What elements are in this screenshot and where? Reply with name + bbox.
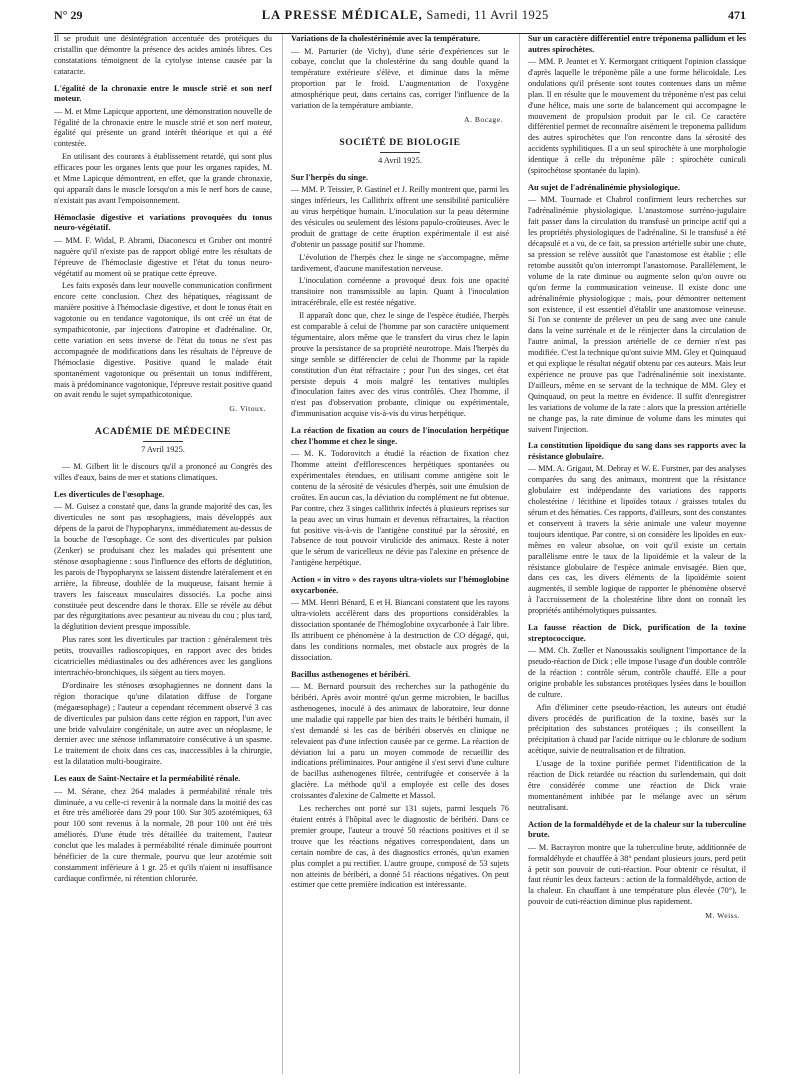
paragraph: Plus rares sont les diverticules par traction : généralement très petits, trouvailles radioscopiques, en rapport avec des brides cicatricielles médiastinales ou des adhérences avec les ganglions intertrachéo-bronchiques, ils siègent au tiers moyen. (54, 635, 272, 677)
article-heading: La réaction de fixation au cours de l'inoculation herpétique chez l'homme et chez le singe. (291, 426, 509, 446)
issue-date: Samedi, 11 Avril 1925 (426, 8, 549, 22)
article-heading: Sur un caractère différentiel entre tréponema pallidum et les autres spirochètes. (528, 34, 746, 54)
paragraph: — MM. Ch. Zœller et Nanoussakis soulignent l'importance de la pseudo-réaction de Dick ; elle impose l'usage d'un double contrôle de la réaction : contrôle sérum, contrôle chauffé. Elle a pour origine probable les substances protéiques lysées dans le bouillon de culture. (528, 646, 746, 699)
journal-title (262, 8, 549, 23)
paragraph: — M. et Mme Lapicque apportent, une démonstration nouvelle de l'égalité de la chronaxie entre le muscle strié et son nerf moteur, égalité qui présente un grand intérêt théorique et qui a été contestée. (54, 106, 272, 149)
paragraph: — MM. P. Teissier, P. Gastinel et J. Reilly montrent que, parmi les singes inférieurs, les Callithrix offrent une sensibilité particulière au virus herpétique humain. L'inoculation sur la peau détermine des vésicules ou seulement des lésions papulo-croûteuses. Avec le produit de grattage de cette éruption expérimentale il est aisé d'obtenir un passage positif sur l'homme. (291, 185, 509, 249)
paragraph: — MM. Tournade et Chabrol confirment leurs recherches sur l'adrénalinémie physiologique. L'anastomose surréno-jugulaire fait passer dans la circulation du transfusé un principe actif qui a les propriétés physiologiques de l'adrénaline. Si le transfusé a été décapsulé et a vu, de ce fait, sa pression artérielle subir une chute, sa pression se relève aussitôt que l'anastomose est établie ; elle retombe aussitôt qu'on interrompt l'anastomose. Parallèlement, le volume de la rate diminue ou augmente selon qu'on ouvre ou qu'on ferme la communication veineuse. Il existe donc une adrénalinémie physiologique ; mais, pour démontrer nettement son existence, il est essentiel d'établir une anastomose veineuse. Si l'on se contente de prélever un peu de sang avec une canule dans la veine surrénale et de le réinjecter dans la circulation de l'autre animal, la pression artérielle de ce dernier n'est pas modifiée. C'est la technique qu'ont suivie MM. Gley et Quinquaud et qui explique le résultat négatif obtenu par ces auteurs. Mais leur expérience ne prouve pas que l'adrénalinémie soit inexistante. D'ailleurs, même en se servant de la technique de MM. Gley et Quinquaud, on peut la mettre en évidence. Il suffit d'enregistrer les variations de volume de la rate : alors que la pression artérielle ne change pas, la rate diminue de volume dans les minutes qui suivent l'injection. (528, 195, 746, 434)
article-heading: La fausse réaction de Dick, purification de la toxine streptococcique. (528, 623, 746, 643)
page-number: 471 (728, 8, 746, 22)
article-heading: Les diverticules de l'œsophage. (54, 489, 165, 499)
author-signature: A. Bocage. (464, 114, 503, 124)
paragraph: — MM. F. Widal, P. Abrami, Diaconescu et Gruber ont montré naguère qu'il n'existe pas de rapport obligé entre les résultats de l'épreuve de l'hémoclasie digestive et l'état du tonus neuro-végétatif au moment où se pratique cette épreuve. (54, 235, 272, 278)
article-heading: La constitution lipoïdique du sang dans ses rapports avec la résistance globulaire. (528, 441, 746, 461)
author-signature: G. Vitoux. (229, 404, 266, 414)
column-2 (282, 34, 509, 1074)
article-heading: Action de la formaldéhyde et de la chaleur sur la tuberculine brute. (528, 819, 746, 840)
section-title: SOCIÉTÉ DE BIOLOGIE (291, 138, 509, 153)
article-heading: Hémoclasie digestive et variations provoquées du tonus neuro-végétatif. (54, 212, 272, 233)
page-header (54, 8, 746, 34)
article-heading: Sur l'herpès du singe. (291, 172, 369, 182)
article-heading: Bacillus asthenogenes et béribéri. (291, 669, 411, 679)
article-heading: L'égalité de la chronaxie entre le muscle strié et son nerf moteur. (54, 83, 272, 104)
section-date: 7 Avril 1925. (141, 445, 185, 455)
paragraph: D'ordinaire les sténoses œsophagiennes ne donnent dans la région thoracique qu'une dilatation diffuse de l'organe (mégaœsophage) ; l'auteur a cependant récemment observé 3 cas de diverticules par pulsion dans cette région en rapport, l'un avec une bride valvulaire congénitale, un autre avec un néoplasme, le dernier avec une sténose inflammatoire consécutive à un spasme. Le traitement de choix dans ces cas, inaccessibles à la chirurgie, est la dilatation multi-bougiraire. (54, 680, 272, 767)
paragraph: — M. Gilbert lit le discours qu'il a prononcé au Congrès des villes d'eaux, bains de mer et stations climatiques. (54, 462, 272, 482)
section-date: 4 Avril 1925. (378, 155, 422, 165)
paragraph: — M. Bacrayron montre que la tuberculine brute, additionnée de formaldéhyde et chauffée à 38° pendant plusieurs jours, perd petit à petit son pouvoir de cuti-réaction. Pour obtenir ce résultat, il faut réunir les deux facteurs : action de la formaldéhyde, action de la chaleur. En chauffant à une température plus élevée (70°), le pouvoir de cuti-réaction diminue plus rapidement. (528, 842, 746, 907)
author-signature: M. Weiss. (705, 911, 740, 921)
paragraph: — M. Bernard poursuit des recherches sur la pathogénie du béribéri. Après avoir montré qu'un germe microbien, le bacillus asthenogenes, inoculé à des animaux de laboratoire, leur donne une maladie qui rappelle par bien des traits le béribéri humain, il s'est demandé si les cas de béribéri observés en clinique ne relevaient pas d'une infection causée par ce germe. La réaction de déviation lui a paru un moyen commode de recueillir des indications préliminaires. Pour antigène il s'est servi d'une culture de bacillus asthenogenes filtrée, centrifugée et conservée à la glacière. La méthode qu'il a employée est celle des doses croissantes d'alexine de Calmette et Massol. (291, 682, 509, 801)
paragraph: — M. Guisez a constaté que, dans la grande majorité des cas, les diverticules ne sont pas œsophagiens, mais développés aux dépens de la paroi de l'hypopharynx, immédiatement au-dessus de la bouche de l'œsophage. Ce sont des diverticules par pulsion (Zenker) se produisant chez les malades qui présentent une sténose œsophagienne : sous l'influence des efforts de déglutition, les parois de l'hypopharynx se laissent distendre latéralement et en arrière, la fibreuse, doublée de la muqueuse, faisant hernie à travers les faisceaux musculaires dissociés. La poche ainsi constituée peut descendre dans le thorax. Elle se révèle au début par des régurgitations avec pesanteur au niveau du cou ; plus tard, la déglutition devient presque impossible. (54, 502, 272, 632)
paragraph: — M. Parturier (de Vichy), d'une série d'expériences sur le cobaye, conclut que la cholestérine du sang double quand la température extérieure s'élève, et diminue dans la même proportion par le froid. L'augmentation de l'oxygène atmosphérique peut, dans certains cas, corriger l'influence de la variation de la température ambiante. (291, 46, 509, 111)
paragraph: — M. K. Todorovitch a étudié la réaction de fixation chez l'homme atteint d'efflorescences herpétiques spontanées ou expérimentales étendues, en utilisant comme antigène soit le contenu de la sérosité de vésicules d'herpès, soit une émulsion de croûtes. En aucun cas, la déviation du complément ne fut obtenue. Par contre, chez 3 singes callithrix infectés à plusieurs reprises sur la peau avec un virus humain et devenus réfractaires, la réaction fut positive vis-à-vis de l'antigène constitué par la sérosité, en l'absence de tout pouvoir virulicide des animaux. Reste à noter que le sérum de varicelleux ne dévie pas l'alexine en présence de l'antigène herpétique. (291, 449, 509, 568)
issue-number: N° 29 (54, 8, 83, 22)
paragraph: L'inoculation cornéenne a provoqué deux fois une opacité transitoire non transmissible au lapin. Quant à l'inoculation intracérébrale, elle est restée négative. (291, 276, 509, 308)
paragraph: Il se produit une désintégration accentuée des protéiques du cristallin que démontre la présence des acides aminés libres. Ces constatations témoignent de la cytolyse intense causée par la cataracte. (54, 34, 272, 76)
paragraph: L'évolution de l'herpès chez le singe ne s'accompagne, même tardivement, d'aucune manifestation nerveuse. (291, 252, 509, 273)
paragraph: L'usage de la toxine purifiée permet l'identification de la réaction de Dick retardée ou réaction du surlendemain, qui doit être considérée comme une réaction de Dick vraie momentanément inhibée par le mélange avec un sérum neutralisant. (528, 759, 746, 812)
article-heading: Les eaux de Saint-Nectaire et la perméabilité rénale. (54, 774, 241, 784)
paragraph: — MM. P. Jeantet et Y. Kermorgant critiquent l'opinion classique d'après laquelle le tréponème pâle a une forme hélicoïdale. Les ondulations qu'il présente sont toutes contenues dans un même plan. Il en résulte que le mouvement du tréponème n'est pas celui d'une hélice, mais une sorte de balancement qui accompagne le mouvement de propulsion produit par le cil. Ce caractère différentiel permet de reconnaître aisément le treponema pallidum des autres spirochètes que l'on rencontre dans la sérosité des accidents syphilitiques. Il a un seul spirochète à une morphologie identique à celle du tréponème pâle : spirochète cuniculi (spirochétose spontanée du lapin). (528, 57, 746, 176)
paragraph: Les recherches ont porté sur 131 sujets, parmi lesquels 76 étaient entrés à l'hôpital avec le diagnostic de béribéri. Dans ce premier groupe, l'auteur a trouvé 50 réactions positives et il se trouve que les réactions négatives correspondaient, dans un certain nombre de cas, à des diagnostics erronés, qu'un examen plus complet a pu rectifier. L'autre groupe, composé de 53 sujets non atteints de béribéri, a donné 51 réactions négatives. On peut estimer que cette première indication est intéressante. (291, 804, 509, 890)
paragraph: Il apparaît donc que, chez le singe de l'espèce étudiée, l'herpès est comparable à celui de l'homme par son caractère uniquement tégumentaire, alors même que le transfert du virus chez le lapin prouve la persistance de sa propriété neurotrope. Mais l'herpès du singe semble se différencier de celui de l'homme par la rapide constitution d'un état réfractaire ; pour l'un des singes, cet état persiste depuis 4 mois malgré les tentatives multiples d'inoculation faites avec des virus contrôlés. Chez l'homme, il n'est pas d'observation probante, clinique ou expérimentale, d'immunisation acquise vis-à-vis du virus herpétique. (291, 311, 509, 419)
paragraph: Afin d'éliminer cette pseudo-réaction, les auteurs ont étudié divers procédés de purification de la toxine, basés sur la précipitation des substances protéiques ; ils conseillent la précipitation à chaud par l'acide nitrique ou le chlorure de sodium acétique, suivie de neutralisation et de filtration. (528, 702, 746, 756)
article-columns (54, 34, 746, 1074)
column-3 (519, 34, 746, 1074)
paragraph: Les faits exposés dans leur nouvelle communication confirment encore cette conclusion. Chez des hépatiques, réagissant de manière positive à l'hémoclasie digestive, et dont le tonus était en vagotonie ou en tendance vagotonique, ils ont créé un état de sympathicotonie, par injections d'atropine et d'adrénaline. Or, cette variation en sens inverse de l'état du tonus ne s'est pas accompagnée de modifications dans les résultats de l'épreuve de l'hémoclasie digestive. Positive quand le malade était spontanément vagotonique ou présentait un tonus indifférent, mais à prédominance vagotonique, l'épreuve restait positive quand on avait rendu le sujet sympathicotonique. (54, 281, 272, 400)
paragraph: En utilisant des courants à établissement retardé, qui sont plus efficaces pour les organes lents que pour les organes rapides, M. et Mme Lapicque démontrent, en effet, que la grande chronaxie, qui apparaît dans le muscle lorsqu'on a mis le nerf hors de cause, n'existait pas avant l'empoisonnement. (54, 152, 272, 205)
paragraph: — M. Sérane, chez 264 malades à perméabilité rénale très diminuée, a vu celle-ci revenir à la normale dans la moitié des cas et être très améliorée dans 29 pour 100. Sur 305 azotémiques, 63 pour 100 sont revenus à la normale, 28 pour 100 ont été très améliorés. D'une étude très détaillée du traitement, l'auteur conclut que les malades à perméabilité rénale diminuée pourront bénéficier de la cure thermale, pourvu que leur azotémie soit constamment inférieure à 1 gr. 25 et qu'ils n'aient ni insuffisance cardiaque confirmée, ni rétention chlorurée. (54, 786, 272, 883)
section-title: ACADÉMIE DE MÉDECINE (54, 427, 272, 442)
article-heading: Au sujet de l'adrénalinémie physiologique. (528, 182, 680, 192)
article-heading: Variations de la cholestérinémie avec la température. (291, 34, 481, 43)
column-1 (54, 34, 272, 1074)
journal-name: LA PRESSE MÉDICALE, (261, 8, 423, 22)
paragraph: — MM. Henri Bénard, E et H. Biancani constatent que les rayons ultra-violets accélèrent dans des proportions considérables la dissociation spontanée de l'hémoglobine oxycarbonée à l'air libre. Ils attribuent ce phénomène à la destruction de CO dégagé, qui, dans les conditions normales, met obstacle aux progrès de la dissociation. (291, 598, 509, 662)
paragraph: — MM. A. Grigaut, M. Debray et W. E. Furstner, par des analyses comparées du sang des animaux, montrent que la résistance globulaire est indépendante des variations des rapports cholestérine / lécithine et lipoïdes totaux / graisses totales du sérum et des hématies. Ces rapports, d'ailleurs, sont des constantes et conservent à travers la série animale une valeur moyenne toujours identique. Par contre, si on considère les lipoïdes en eux-mêmes en valeur absolue, on voit qu'il existe un certain parallélisme entre le taux de la lipoïdémie et la valeur de la résistance globulaire de l'espèce animale envisagée. Bien que, dans ces cas, les divers éléments de la lipoïdémie soient augmentés, il semble logique de rapporter le phénomène observé à l'accroissement de la cholestérine libre dont on connaît les propriétés antihémolytiques puissantes. (528, 464, 746, 616)
article-heading: Action « in vitro » des rayons ultra-violets sur l'hémoglobine oxycarbonée. (291, 575, 509, 595)
